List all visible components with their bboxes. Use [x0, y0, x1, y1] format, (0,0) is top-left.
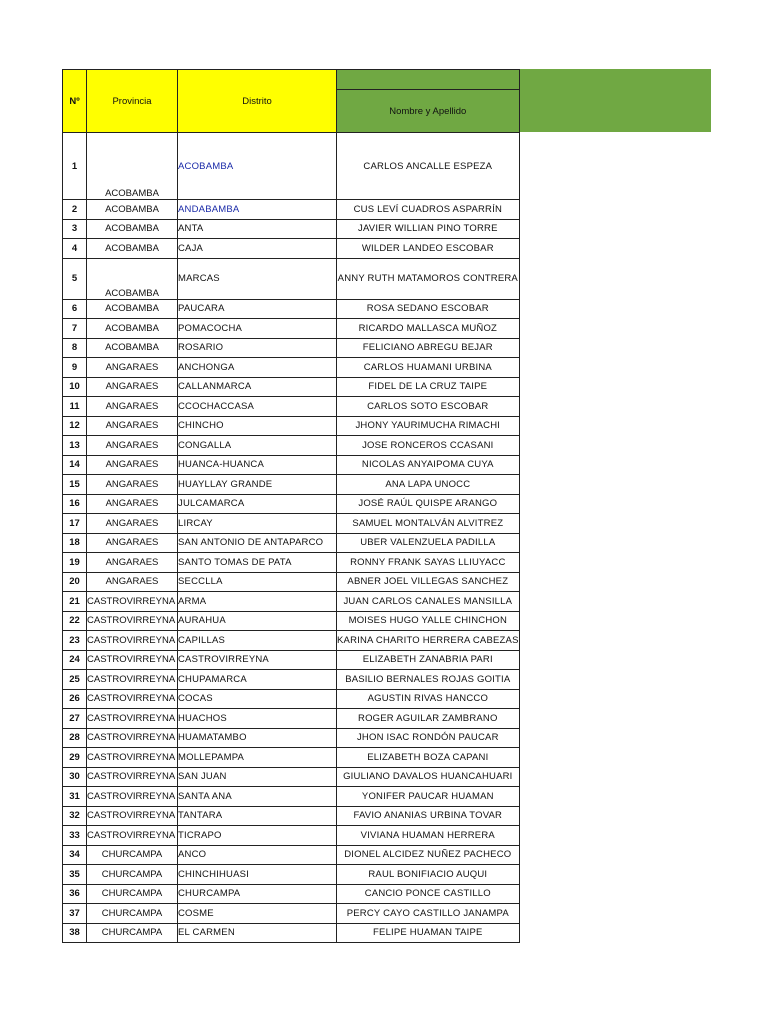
distrito-cell[interactable]: CHINCHIHUASI	[178, 865, 337, 885]
nombre-cell[interactable]: ROGER AGUILAR ZAMBRANO	[337, 709, 520, 729]
row-number[interactable]: 1	[63, 133, 87, 200]
provincia-cell[interactable]: ANGARAES	[87, 553, 178, 573]
nombre-cell[interactable]: FELIPE HUAMAN TAIPE	[337, 923, 520, 943]
nombre-cell[interactable]: RAUL BONIFIACIO AUQUI	[337, 865, 520, 885]
provincia-cell[interactable]: CASTROVIRREYNA	[87, 806, 178, 826]
distrito-cell[interactable]: HUAMATAMBO	[178, 728, 337, 748]
nombre-cell[interactable]: JHON ISAC RONDÓN PAUCAR	[337, 728, 520, 748]
nombre-cell[interactable]: AGUSTIN RIVAS HANCCO	[337, 689, 520, 709]
table-row	[63, 258, 520, 299]
header-provincia[interactable]: Provincia	[87, 70, 178, 133]
row-number[interactable]: 21	[63, 592, 87, 612]
nombre-cell[interactable]: SAMUEL MONTALVÁN ALVITREZ	[337, 514, 520, 534]
provincia-cell[interactable]: CHURCAMPA	[87, 845, 178, 865]
distrito-cell[interactable]: CONGALLA	[178, 436, 337, 456]
nombre-cell[interactable]: NICOLAS ANYAIPOMA CUYA	[337, 455, 520, 475]
table-row	[63, 553, 520, 573]
distrito-cell[interactable]: ANCHONGA	[178, 358, 337, 378]
table-row	[63, 865, 520, 885]
nombre-cell[interactable]: FAVIO ANANIAS URBINA TOVAR	[337, 806, 520, 826]
nombre-cell[interactable]: JAVIER WILLIAN PINO TORRE	[337, 219, 520, 239]
table-row	[63, 728, 520, 748]
table-row	[63, 338, 520, 358]
distrito-cell[interactable]: CHURCAMPA	[178, 884, 337, 904]
provincia-cell[interactable]: ANGARAES	[87, 533, 178, 553]
provincia-cell[interactable]: ACOBAMBA	[87, 200, 178, 220]
distrito-cell[interactable]: ROSARIO	[178, 338, 337, 358]
nombre-cell[interactable]: JUAN CARLOS CANALES MANSILLA	[337, 592, 520, 612]
row-number[interactable]: 23	[63, 631, 87, 651]
nombre-cell[interactable]: CARLOS SOTO ESCOBAR	[337, 397, 520, 417]
row-number[interactable]: 3	[63, 219, 87, 239]
nombre-cell[interactable]: JOSE RONCEROS CCASANI	[337, 436, 520, 456]
row-number[interactable]: 6	[63, 299, 87, 319]
row-number[interactable]: 24	[63, 650, 87, 670]
row-number[interactable]: 29	[63, 748, 87, 768]
distrito-cell[interactable]: ANTA	[178, 219, 337, 239]
provincia-cell[interactable]: ANGARAES	[87, 358, 178, 378]
table-row	[63, 650, 520, 670]
table-row	[63, 904, 520, 924]
row-number[interactable]: 13	[63, 436, 87, 456]
distrito-cell[interactable]: JULCAMARCA	[178, 494, 337, 514]
row-number[interactable]: 38	[63, 923, 87, 943]
distrito-cell[interactable]: CASTROVIRREYNA	[178, 650, 337, 670]
provincia-cell[interactable]: ANGARAES	[87, 494, 178, 514]
table-row	[63, 455, 520, 475]
table-row	[63, 533, 520, 553]
provincia-cell[interactable]: ACOBAMBA	[87, 239, 178, 259]
nombre-cell[interactable]: ANA LAPA UNOCC	[337, 475, 520, 495]
table-row	[63, 397, 520, 417]
header-green-cell[interactable]	[337, 70, 520, 90]
distrito-cell[interactable]: CAPILLAS	[178, 631, 337, 651]
provincia-cell[interactable]: CASTROVIRREYNA	[87, 767, 178, 787]
provincia-cell[interactable]: CASTROVIRREYNA	[87, 826, 178, 846]
table-row	[63, 219, 520, 239]
row-number[interactable]: 37	[63, 904, 87, 924]
provincia-cell[interactable]: ANGARAES	[87, 572, 178, 592]
row-number[interactable]: 15	[63, 475, 87, 495]
row-number[interactable]: 16	[63, 494, 87, 514]
distrito-cell[interactable]: HUACHOS	[178, 709, 337, 729]
distrito-cell[interactable]: SAN JUAN	[178, 767, 337, 787]
row-number[interactable]: 20	[63, 572, 87, 592]
row-number[interactable]: 25	[63, 670, 87, 690]
row-number[interactable]: 35	[63, 865, 87, 885]
provincia-cell[interactable]: ANGARAES	[87, 514, 178, 534]
table-row	[63, 826, 520, 846]
table-row	[63, 845, 520, 865]
distrito-cell[interactable]: CHUPAMARCA	[178, 670, 337, 690]
row-number[interactable]: 27	[63, 709, 87, 729]
row-number[interactable]: 18	[63, 533, 87, 553]
provincia-cell[interactable]: CASTROVIRREYNA	[87, 611, 178, 631]
nombre-cell[interactable]: JOSÉ RAÚL QUISPE ARANGO	[337, 494, 520, 514]
nombre-cell[interactable]: MOISES HUGO YALLE CHINCHON	[337, 611, 520, 631]
nombre-cell[interactable]: CARLOS ANCALLE ESPEZA	[337, 133, 520, 200]
table-row	[63, 133, 520, 200]
row-number[interactable]: 17	[63, 514, 87, 534]
table-row	[63, 239, 520, 259]
provincia-cell[interactable]: ACOBAMBA	[87, 299, 178, 319]
provincia-cell[interactable]: ACOBAMBA	[87, 258, 178, 299]
nombre-cell[interactable]: RICARDO MALLASCA MUÑOZ	[337, 319, 520, 339]
provincia-cell[interactable]: CHURCAMPA	[87, 904, 178, 924]
nombre-cell[interactable]: GIULIANO DAVALOS HUANCAHUARI	[337, 767, 520, 787]
table-row	[63, 436, 520, 456]
nombre-cell[interactable]: DIONEL ALCIDEZ NUÑEZ PACHECO	[337, 845, 520, 865]
provincia-cell[interactable]: CASTROVIRREYNA	[87, 631, 178, 651]
nombre-cell[interactable]: WILDER LANDEO ESCOBAR	[337, 239, 520, 259]
nombre-cell[interactable]: BASILIO BERNALES ROJAS GOITIA	[337, 670, 520, 690]
distrito-cell[interactable]: COSME	[178, 904, 337, 924]
nombre-cell[interactable]: YONIFER PAUCAR HUAMAN	[337, 787, 520, 807]
provincia-cell[interactable]: CASTROVIRREYNA	[87, 728, 178, 748]
table-row	[63, 631, 520, 651]
distrito-cell[interactable]: PAUCARA	[178, 299, 337, 319]
distrito-cell[interactable]: LIRCAY	[178, 514, 337, 534]
nombre-cell[interactable]: KARINA CHARITO HERRERA CABEZAS	[337, 631, 520, 651]
distrito-cell[interactable]: ANDABAMBA	[178, 200, 337, 220]
provincia-cell[interactable]: ACOBAMBA	[87, 133, 178, 200]
row-number[interactable]: 12	[63, 416, 87, 436]
table-row	[63, 787, 520, 807]
provincia-cell[interactable]: ANGARAES	[87, 416, 178, 436]
row-number[interactable]: 19	[63, 553, 87, 573]
distrito-cell[interactable]: SECCLLA	[178, 572, 337, 592]
provincia-cell[interactable]: CASTROVIRREYNA	[87, 592, 178, 612]
nombre-cell[interactable]: CARLOS HUAMANI URBINA	[337, 358, 520, 378]
provincia-cell[interactable]: ANGARAES	[87, 436, 178, 456]
distrito-cell[interactable]: CALLANMARCA	[178, 377, 337, 397]
distrito-cell[interactable]: ARMA	[178, 592, 337, 612]
table-row	[63, 767, 520, 787]
table-row	[63, 319, 520, 339]
row-number[interactable]: 14	[63, 455, 87, 475]
nombre-cell[interactable]: UBER VALENZUELA PADILLA	[337, 533, 520, 553]
distrito-cell[interactable]: TICRAPO	[178, 826, 337, 846]
nombre-cell[interactable]: RONNY FRANK SAYAS LLIUYACC	[337, 553, 520, 573]
table-row	[63, 923, 520, 943]
row-number[interactable]: 11	[63, 397, 87, 417]
provincia-cell[interactable]: ANGARAES	[87, 377, 178, 397]
table-row	[63, 611, 520, 631]
row-number[interactable]: 26	[63, 689, 87, 709]
row-number[interactable]: 4	[63, 239, 87, 259]
table-row	[63, 709, 520, 729]
table-row	[63, 200, 520, 220]
table-row	[63, 748, 520, 768]
table-row	[63, 416, 520, 436]
distrito-cell[interactable]: CAJA	[178, 239, 337, 259]
table-row	[63, 494, 520, 514]
distrito-cell[interactable]: MARCAS	[178, 258, 337, 299]
provincia-cell[interactable]: CHURCAMPA	[87, 865, 178, 885]
row-number[interactable]: 2	[63, 200, 87, 220]
distrito-cell[interactable]: CHINCHO	[178, 416, 337, 436]
row-number[interactable]: 7	[63, 319, 87, 339]
nombre-cell[interactable]: FIDEL DE LA CRUZ TAIPE	[337, 377, 520, 397]
nombre-cell[interactable]: JHONY YAURIMUCHA RIMACHI	[337, 416, 520, 436]
distrito-cell[interactable]: SAN ANTONIO DE ANTAPARCO	[178, 533, 337, 553]
header-num[interactable]: Nº	[63, 70, 87, 133]
header-nombre[interactable]: Nombre y Apellido	[337, 90, 520, 133]
distrito-cell[interactable]: MOLLEPAMPA	[178, 748, 337, 768]
provincia-cell[interactable]: ANGARAES	[87, 475, 178, 495]
distrito-cell[interactable]: AURAHUA	[178, 611, 337, 631]
table-row	[63, 670, 520, 690]
table-row	[63, 689, 520, 709]
nombre-cell[interactable]: PERCY CAYO CASTILLO JANAMPA	[337, 904, 520, 924]
distrito-cell[interactable]: ACOBAMBA	[178, 133, 337, 200]
nombre-cell[interactable]: VIVIANA HUAMAN HERRERA	[337, 826, 520, 846]
provincia-cell[interactable]: ANGARAES	[87, 455, 178, 475]
table-row	[63, 377, 520, 397]
nombre-cell[interactable]: ELIZABETH ZANABRIA PARI	[337, 650, 520, 670]
row-number[interactable]: 5	[63, 258, 87, 299]
nombre-cell[interactable]: CUS LEVÍ CUADROS ASPARRÍN	[337, 200, 520, 220]
provincia-cell[interactable]: CASTROVIRREYNA	[87, 787, 178, 807]
nombre-cell[interactable]: CANCIO PONCE CASTILLO	[337, 884, 520, 904]
table-row	[63, 358, 520, 378]
row-number[interactable]: 22	[63, 611, 87, 631]
nombre-cell[interactable]: ELIZABETH BOZA CAPANI	[337, 748, 520, 768]
header-distrito[interactable]: Distrito	[178, 70, 337, 133]
table-row	[63, 514, 520, 534]
distrito-cell[interactable]: HUAYLLAY GRANDE	[178, 475, 337, 495]
provincia-cell[interactable]: CHURCAMPA	[87, 884, 178, 904]
nombre-cell[interactable]: ANNY RUTH MATAMOROS CONTRERA	[337, 258, 520, 299]
table-row	[63, 806, 520, 826]
provincia-cell[interactable]: CHURCAMPA	[87, 923, 178, 943]
provincia-cell[interactable]: CASTROVIRREYNA	[87, 650, 178, 670]
provincia-cell[interactable]: CASTROVIRREYNA	[87, 748, 178, 768]
row-number[interactable]: 28	[63, 728, 87, 748]
provincia-cell[interactable]: CASTROVIRREYNA	[87, 689, 178, 709]
distrito-cell[interactable]: ANCO	[178, 845, 337, 865]
table-row	[63, 572, 520, 592]
row-number[interactable]: 33	[63, 826, 87, 846]
row-number[interactable]: 32	[63, 806, 87, 826]
nombre-cell[interactable]: ROSA SEDANO ESCOBAR	[337, 299, 520, 319]
distrito-cell[interactable]: POMACOCHA	[178, 319, 337, 339]
distrito-cell[interactable]: TANTARA	[178, 806, 337, 826]
distrito-cell[interactable]: SANTA ANA	[178, 787, 337, 807]
distrito-cell[interactable]: COCAS	[178, 689, 337, 709]
row-number[interactable]: 31	[63, 787, 87, 807]
provincia-cell[interactable]: ACOBAMBA	[87, 338, 178, 358]
provincia-cell[interactable]: CASTROVIRREYNA	[87, 670, 178, 690]
table-row	[63, 299, 520, 319]
distrito-cell[interactable]: CCOCHACCASA	[178, 397, 337, 417]
nombre-cell[interactable]: ABNER JOEL VILLEGAS SANCHEZ	[337, 572, 520, 592]
nombre-cell[interactable]: FELICIANO ABREGU BEJAR	[337, 338, 520, 358]
distrito-cell[interactable]: SANTO TOMAS DE PATA	[178, 553, 337, 573]
provincia-cell[interactable]: CASTROVIRREYNA	[87, 709, 178, 729]
row-number[interactable]: 30	[63, 767, 87, 787]
distrito-cell[interactable]: EL CARMEN	[178, 923, 337, 943]
spreadsheet-table	[62, 69, 520, 943]
row-number[interactable]: 9	[63, 358, 87, 378]
provincia-cell[interactable]: ACOBAMBA	[87, 319, 178, 339]
provincia-cell[interactable]: ACOBAMBA	[87, 219, 178, 239]
row-number[interactable]: 8	[63, 338, 87, 358]
table-row	[63, 592, 520, 612]
table-row	[63, 475, 520, 495]
table-row	[63, 884, 520, 904]
row-number[interactable]: 36	[63, 884, 87, 904]
row-number[interactable]: 10	[63, 377, 87, 397]
provincia-cell[interactable]: ANGARAES	[87, 397, 178, 417]
distrito-cell[interactable]: HUANCA-HUANCA	[178, 455, 337, 475]
row-number[interactable]: 34	[63, 845, 87, 865]
